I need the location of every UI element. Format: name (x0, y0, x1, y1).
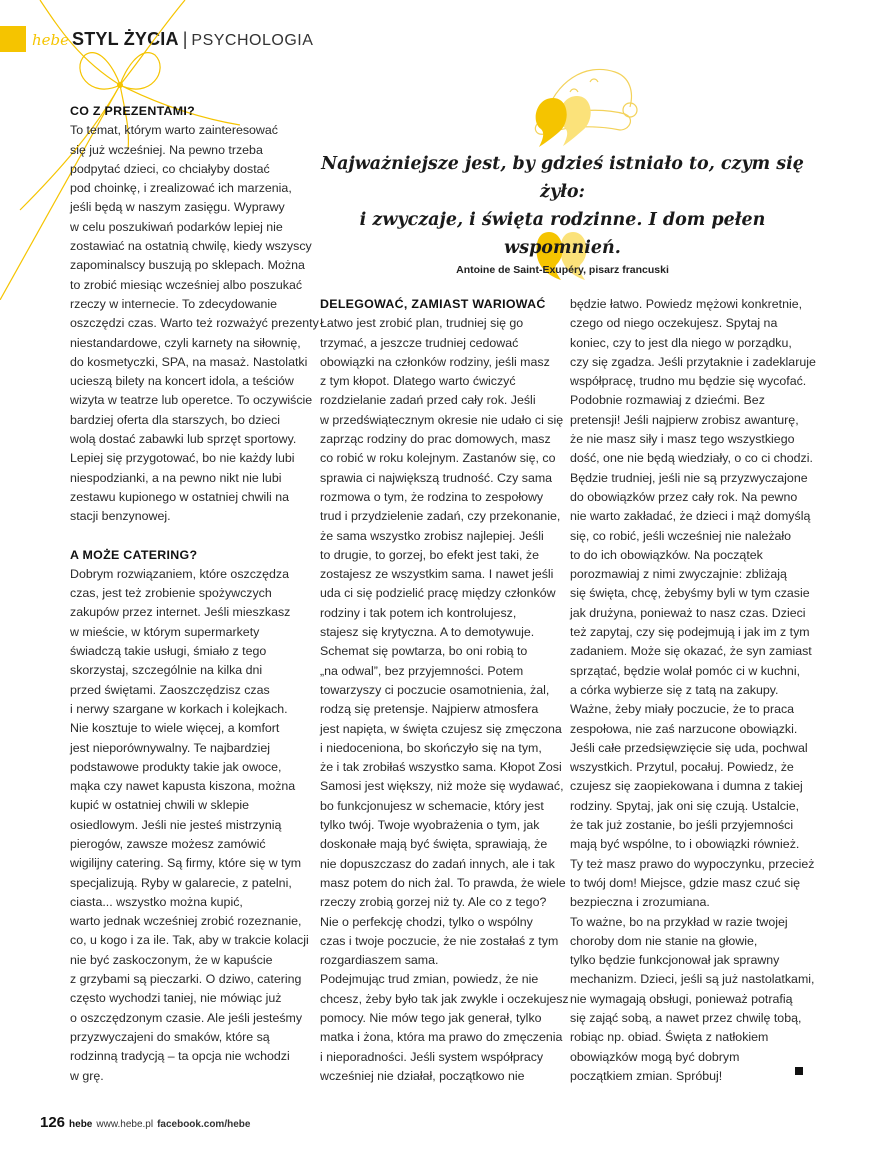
text-line: rodziny i tak potem ich kontrolujesz, (320, 605, 517, 620)
text-line: rozmowa o tym, że rodzina to zespołowy (320, 489, 544, 504)
text-line: przyzwyczajeni do smaków, które są (70, 1029, 270, 1044)
quote-open-icon (525, 92, 595, 148)
text-line: warto jednak wcześniej zrobić rozeznanie, (70, 914, 302, 929)
text-line: Będzie trudniej, jeśli nie są przyzwyczajone (570, 470, 808, 485)
text-line: pomocy. Nie mów tego jak generał, tylko (320, 1010, 542, 1025)
text-line: z grzybami są pieczarki. O dziwo, catering (70, 972, 302, 987)
text-line: w celu poszukiwań podarków lepiej nie (70, 219, 283, 234)
text-line: będzie łatwo. Powiedz mężowi konkretnie, (570, 297, 803, 311)
text-line: mechanizm. Dzieci, jeśli są już nastolatkami, (570, 972, 815, 987)
text-line: czego od niego oczekujesz. Spytaj na (570, 316, 778, 331)
text-line: z tym kłopot. Dlatego warto ćwiczyć (320, 374, 516, 389)
text-line: uda ci się podzielić pracę między członków (320, 586, 556, 601)
text-line: zestawu kupionego w ostatniej chwili na (70, 489, 290, 504)
text-line: to drugie, to gorzej, bo efekt jest taki, że (320, 547, 540, 562)
text-line: Lepiej się przygotować, bo nie każdy lubi (70, 451, 295, 466)
text-line: to twój dom! Miejsce, gdzie masz czuć się (570, 875, 800, 890)
text-line: co, u kogo i za ile. Tak, aby w trakcie kolacji (70, 933, 309, 948)
text-line: pierogów, zawsze możesz zamówić (70, 836, 266, 851)
text-line: czy się zgadza. Jeśli przytaknie i zadeklaruje (570, 354, 816, 369)
text-line: rozdzielanie zadań przed cały rok. Jeśli (320, 393, 536, 408)
text-line: się święta, chcę, żebyśmy byli w tym czasie (570, 586, 810, 601)
text-line: rzeczy zrobią gorzej niż ty. Ale co z tego? (320, 895, 547, 910)
text-line: Ważne, żeby miały poczucie, że to praca (570, 702, 795, 717)
text-line: specjalizują. Ryby w galarecie, z patelni, (70, 875, 292, 890)
article-column-2 (320, 295, 569, 1086)
text-line: wolą dostać zabawki lub sprzęt sportowy. (70, 432, 297, 447)
text-line: Nie kosztuje to wiele więcej, a komfort (70, 721, 280, 736)
text-line: też zapytaj, czy się podejmują i jak im z tym (570, 625, 810, 640)
article-end-mark (795, 1067, 803, 1075)
text-line: czas i twoje poczucie, że nie zostałaś z tym (320, 933, 559, 948)
text-line: porozmawiaj z nimi zwyczajnie: zbliżają (570, 567, 787, 582)
text-line: „na odwal”, bez przyjemności. Potem (320, 663, 524, 678)
text-line: ciasta... wszystko można kupić, (70, 894, 243, 909)
text-line: koniec, czy to jest dla niego w porządku, (570, 335, 792, 350)
text-line: To ważne, bo na przykład w razie twojej (570, 914, 788, 929)
header-separator: | (182, 29, 188, 49)
pull-quote-author: Antoine de Saint-Exupéry, pisarz francuski (456, 264, 669, 276)
text-line: jest napięta, w święta czujesz się zmęczona (320, 721, 562, 736)
text-line: towarzyszy ci poczucie osamotnienia, żal, (320, 682, 550, 697)
text-line: nie wymagają obsługi, ponieważ potrafią (570, 991, 793, 1006)
text-line: jest nieporównywalny. Te najbardziej (70, 740, 270, 755)
text-line: stacji benzynowej. (70, 509, 171, 524)
text-line: To temat, którym warto zainteresować (70, 123, 278, 138)
text-line: zostajesz ze wszystkim sama. I nawet jeśli (320, 567, 554, 582)
text-line: że sama wszystko zrobisz najlepiej. Jeśli (320, 528, 544, 543)
text-line: świadczą takie usługi, śmiało z tego (70, 644, 267, 659)
text-line: tylko będzie funkcjonował jak sprawny (570, 953, 780, 968)
text-line: skorzystaj, szczególnie na kilka dni (70, 663, 263, 678)
text-line: zaprząc rodziny do prac domowych, masz (320, 432, 551, 447)
text-line: trud i przydzielenie zadań, czy przekonanie, (320, 509, 561, 524)
text-line: Ty też masz prawo do wypoczynku, przecież (570, 856, 815, 871)
text-line: nie dopuszczasz do zadań innych, ale i tak (320, 856, 555, 871)
text-line: trzymać, a jeszcze trudniej cedować (320, 335, 519, 350)
text-line: Jeśli całe przedsięwzięcie się uda, pochwal (570, 740, 808, 755)
text-line: oszczędzi czas. Warto też rozważyć prezenty (70, 316, 319, 331)
text-line: bardziej oferta dla starszych, bo dzieci (70, 412, 281, 427)
text-line: obowiązków mogą być dobrym (570, 1049, 740, 1064)
text-line: zadaniem. Może się okazać, że syn zamiast (570, 644, 812, 659)
text-line: początkiem zmian. Spróbuj! (570, 1068, 723, 1083)
text-line: że i tak zrobiłaś wszystko sama. Kłopot Zosi (320, 760, 562, 775)
text-line: wcześniej nie działał, początkowo nie (320, 1068, 525, 1083)
section-heading-delegate: DELEGOWAĆ, ZAMIAST WARIOWAĆ (320, 297, 546, 311)
text-line: wigilijny catering. Są firmy, które się w tym (70, 856, 302, 871)
text-line: czas, jest też zrobienie spożywczych (70, 586, 272, 601)
text-line: masz potem do nich żal. To prawda, że wiele (320, 875, 566, 890)
paragraph-continued (570, 295, 816, 1086)
paragraph-gifts (70, 121, 319, 526)
text-line: rodziny. Spytaj, jak oni się czują. Ustalcie, (570, 798, 800, 813)
text-line: się, co robić, jeśli wcześniej nie należało (570, 528, 792, 543)
section-heading-catering: A MOŻE CATERING? (70, 547, 198, 562)
text-line: przed świętami. Zaoszczędzisz czas (70, 682, 270, 697)
text-line: choroby dom nie stanie na głowie, (570, 933, 758, 948)
header-section: STYL ŻYCIA (72, 29, 179, 49)
text-line: i nerwy szargane w korkach i kolejkach. (70, 701, 288, 716)
text-line: mąka czy nawet kapusta kiszona, można (70, 779, 296, 794)
text-line: pretensji! Jeśli najpierw zrobisz awanturę, (570, 412, 799, 427)
text-line: Nie o perfekcję chodzi, tylko o wspólny (320, 914, 533, 929)
text-line: współpracę, trudno mu będzie się wycofać. (570, 374, 807, 389)
text-line: rzeczy w internecie. To zdecydowanie (70, 296, 278, 311)
text-line: doskonałe mają być święta, sprawiają, że (320, 837, 548, 852)
page-footer (40, 1114, 254, 1131)
text-line: rozgardiaszem sama. (320, 953, 439, 968)
text-line: nie być zaskoczonym, że w kapuście (70, 952, 273, 967)
text-line: niespodzianki, a na pewno nikt nie lubi (70, 470, 282, 485)
text-line: a córka wybierze się z tatą na zakupy. (570, 682, 779, 697)
text-line: się zająć sobą, a nawet przez chwilę tobą, (570, 1010, 802, 1025)
pull-quote-line: Najważniejsze jest, by gdzieś istniało to, czym się żyło: (321, 154, 804, 202)
text-line: zespołowa, nie zaś narzucone obowiązki. (570, 721, 798, 736)
pull-quote-line: i zwyczaje, i święta rodzinne. I dom pełen wspomnień. (359, 210, 766, 258)
text-line: często wychodzi taniej, nie mówiąc już (70, 991, 282, 1006)
text-line: podstawowe produkty takie jak owoce, (70, 759, 282, 774)
text-line: Łatwo jest zrobić plan, trudniej się go (320, 316, 524, 331)
header-brand-logo: hebe (32, 31, 70, 49)
text-line: w grę. (70, 1068, 104, 1083)
text-line: że tak już zostanie, bo jeśli przyjemności (570, 818, 794, 833)
text-line: jak drużyna, ponieważ to nasz czas. Dzieci (570, 605, 806, 620)
text-line: wizyta w teatrze lub operetce. To oczywiście (70, 393, 313, 408)
text-line: co robić w roku kolejnym. Zastanów się, co (320, 451, 556, 466)
text-line: niestandardowe, czyli karnety na siłownię, (70, 335, 301, 350)
article-column-1 (70, 102, 319, 1086)
text-line: że nie masz siły i masz tego wszystkiego (570, 432, 795, 447)
text-line: obowiązki na członków rodziny, jeśli masz (320, 354, 550, 369)
page-number: 126 (40, 1114, 66, 1131)
article-column-3 (570, 295, 816, 1086)
text-line: zostawiać na ostatnią chwilę, kiedy wszyscy (70, 239, 312, 254)
paragraph-catering (70, 565, 310, 1086)
text-line: sprzątać, będzie wolał pomóc ci w kuchni, (570, 663, 801, 678)
text-line: podpytać dzieci, co chciałyby dostać (70, 161, 270, 176)
text-line: ucieszą bilety na koncert idola, a teściów (70, 374, 294, 389)
text-line: matka i żona, która ma prawo do zmęczenia (320, 1030, 563, 1045)
text-line: dość, one nie będą wiedziały, o co ci chodzi. (570, 451, 813, 466)
text-line: o oszczędzonym czasie. Ale jeśli jesteśmy (70, 1010, 303, 1025)
text-line: rodzą się pretensje. Najpierw atmosfera (320, 702, 539, 717)
text-line: sprawia ci największą trudność. Czy sama (320, 470, 553, 485)
text-line: osiedlowym. Jeśli nie jesteś mistrzynią (70, 817, 282, 832)
text-line: do obowiązków przez cały rok. Na pewno (570, 489, 798, 504)
footer-brand: hebe (69, 1119, 93, 1130)
text-line: tylko twój. Twoje wyobrażenia o tym, jak (320, 818, 540, 833)
text-line: się już wcześniej. Na pewno trzeba (70, 142, 263, 157)
text-line: bezpieczna i zrozumiana. (570, 895, 710, 910)
text-line: zapominalscy buszują po sklepach. Można (70, 258, 305, 273)
text-line: Schemat się powtarza, bo oni robią to (320, 644, 528, 659)
header-subsection: PSYCHOLOGIA (191, 32, 314, 49)
text-line: bo funkcjonujesz w schemacie, który jest (320, 798, 544, 813)
text-line: pod choinkę, i zrealizować ich marzenia, (70, 181, 292, 196)
paragraph-delegate (320, 314, 569, 1086)
text-line: Samosi jest większy, niż może się wydawać, (320, 779, 564, 794)
text-line: rodzinną tradycją – ta opcja nie wchodzi (70, 1049, 290, 1064)
text-line: w mieście, w którym supermarkety (70, 624, 260, 639)
text-line: czujesz się zaopiekowana i dumna z takiej (570, 779, 803, 794)
footer-website-link[interactable]: www.hebe.pl (96, 1119, 154, 1130)
text-line: wszystkich. Przytul, pocałuj. Powiedz, że (570, 760, 794, 775)
text-line: to do ich obowiązków. Na początek (570, 547, 763, 562)
text-line: i nieporadności. Jeśli system współpracy (320, 1049, 544, 1064)
text-line: do kosmetyczki, SPA, na masaż. Nastolatki (70, 354, 308, 369)
text-line: Dobrym rozwiązaniem, które oszczędza (70, 566, 289, 581)
text-line: Podejmując trud zmian, powiedz, że nie (320, 972, 539, 987)
text-line: stajesz się krytyczna. A to demotywuje. (320, 625, 535, 640)
text-line: mają być wspólne, to i obowiązki również. (570, 837, 800, 852)
text-line: w przedświątecznym okresie nie udało ci się (320, 412, 564, 427)
text-line: to zrobić miesiąc wcześniej albo poszukać (70, 277, 303, 292)
text-line: nie warto zakładać, że dzieci i mąż domyślą (570, 509, 811, 524)
text-line: i niedoceniona, bo skończyło się na tym, (320, 740, 542, 755)
text-line: chcesz, żeby było tak jak zwykle i oczekujesz (320, 991, 569, 1006)
text-line: Podobnie rozmawiaj z dziećmi. Bez (570, 393, 765, 408)
text-line: robiąc np. obiad. Święta z natłokiem (570, 1030, 769, 1045)
pull-quote (320, 150, 805, 276)
text-line: zakupów przez internet. Jeśli mieszkasz (70, 605, 291, 620)
section-heading-gifts: CO Z PREZENTAMI? (70, 104, 196, 118)
text-line: jeśli będą w naszym zasięgu. Wyprawy (70, 200, 285, 215)
text-line: kupić w ostatniej chwili w sklepie (70, 798, 250, 813)
footer-facebook-link[interactable]: facebook.com/hebe (157, 1119, 251, 1130)
